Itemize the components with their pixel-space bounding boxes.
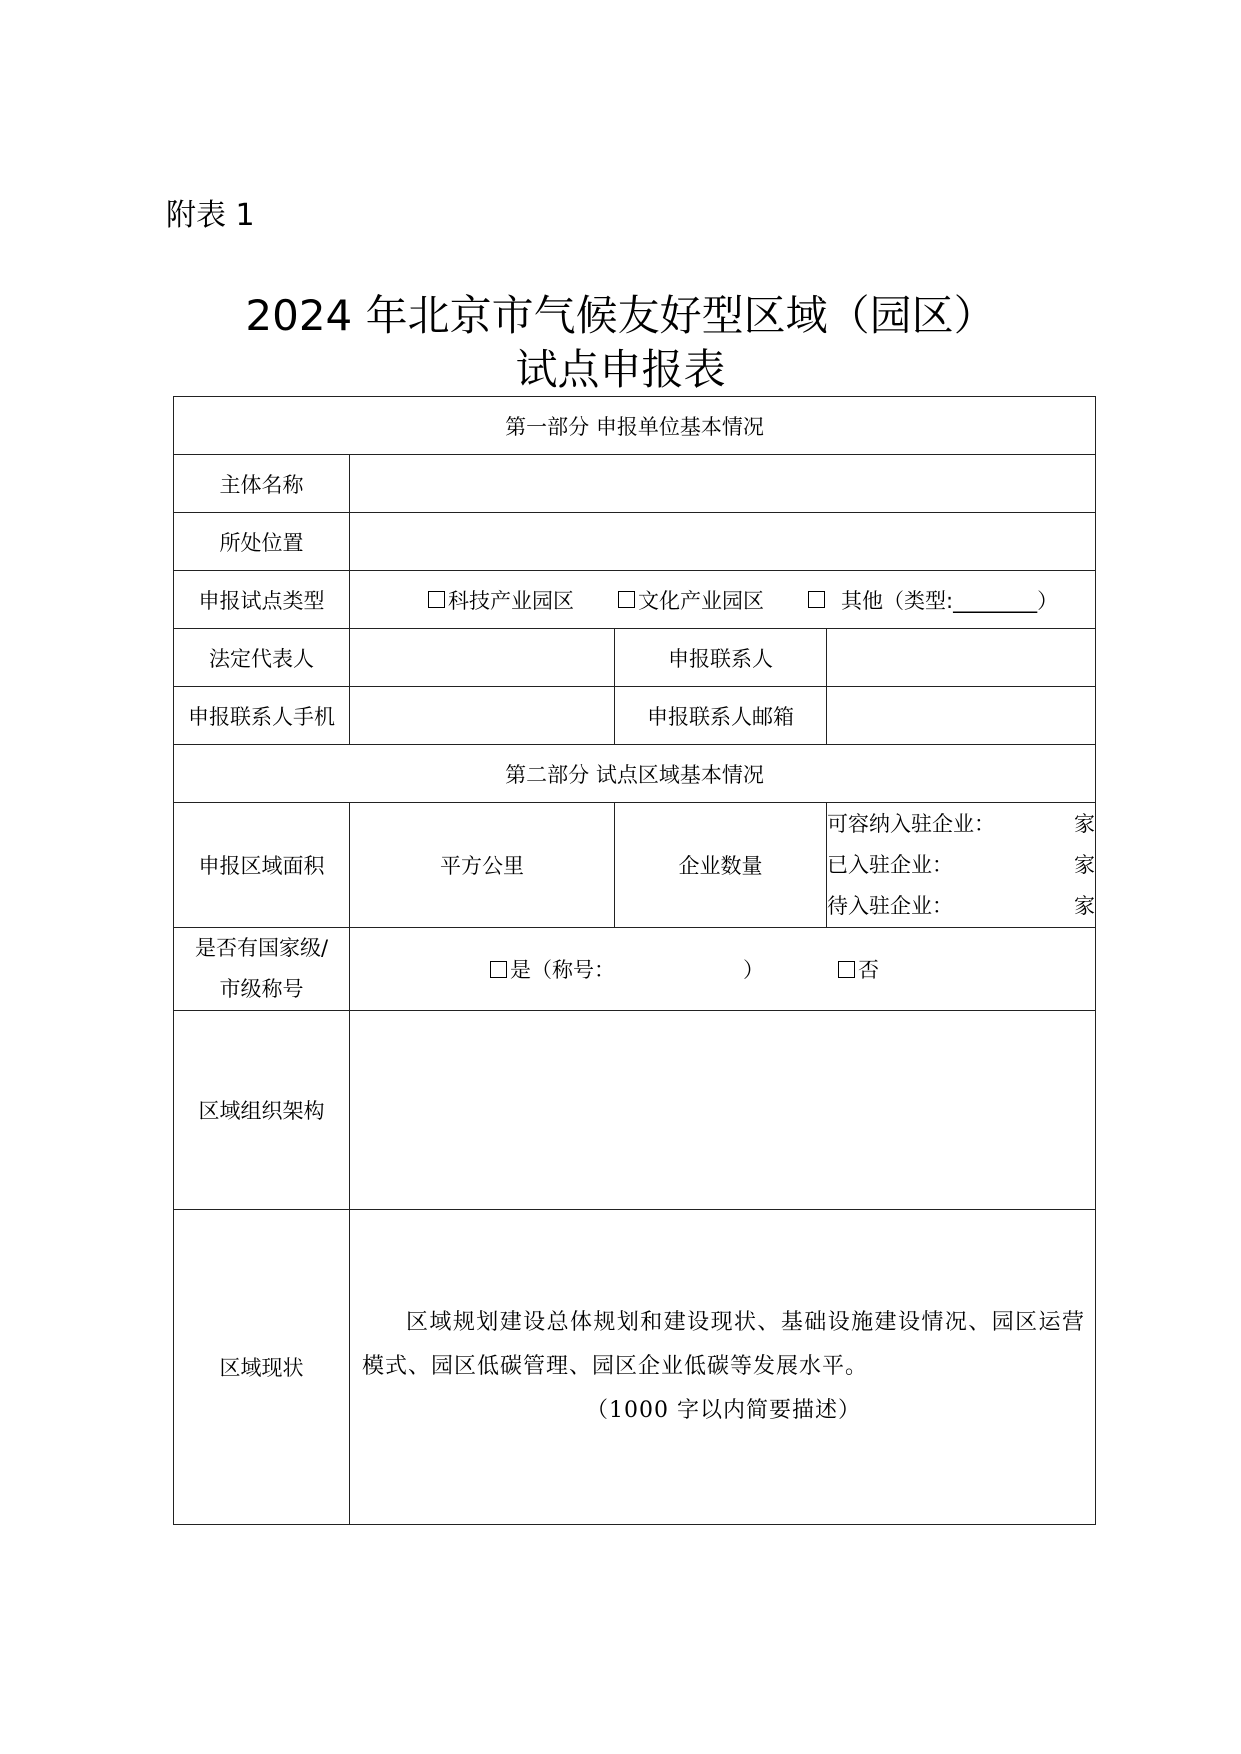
culture-park-checkbox[interactable] [618,591,635,608]
contact-field[interactable] [827,629,1096,687]
culture-park-option-label: 文化产业园区 [638,588,764,613]
national-title-label: 是否有国家级/ 市级称号 [174,928,350,1011]
entity-name-label: 主体名称 [174,455,350,513]
pilot-type-options [350,571,1096,629]
part2-heading: 第二部分 试点区域基本情况 [174,745,1096,803]
yes-checkbox[interactable] [490,961,507,978]
other-type-checkbox[interactable] [808,591,825,608]
status-field[interactable] [350,1210,1096,1525]
application-form-table [173,396,1096,1525]
yes-option-suffix: ） [743,958,764,982]
pilot-type-label: 申报试点类型 [174,571,350,629]
tech-park-option-label: 科技产业园区 [448,588,574,613]
contact-email-field[interactable] [827,687,1096,745]
tech-park-checkbox[interactable] [428,591,445,608]
national-title-options [350,928,1096,1011]
legal-rep-label: 法定代表人 [174,629,350,687]
enterprise-settled-row[interactable]: 已入驻企业： 家 [827,852,1095,877]
part1-heading: 第一部分 申报单位基本情况 [174,397,1096,455]
area-unit[interactable]: 平方公里 [350,803,615,928]
form-subtitle: 试点申报表 [515,345,726,394]
entity-name-field[interactable] [350,455,1096,513]
org-structure-field[interactable] [350,1011,1096,1210]
yes-option-prefix: 是（称号： [510,958,615,982]
location-field[interactable] [350,513,1096,571]
no-checkbox[interactable] [838,961,855,978]
enterprise-count-cell [827,803,1096,928]
legal-rep-field[interactable] [350,629,615,687]
enterprise-pending-row[interactable]: 待入驻企业： 家 [827,893,1095,918]
location-label: 所处位置 [174,513,350,571]
area-label: 申报区域面积 [174,803,350,928]
status-description: 区域规划建设总体规划和建设现状、基础设施建设情况、园区运营模式、园区低碳管理、园区企业低碳等发展水平。 [362,1310,1085,1379]
annex-label: 附表 1 [166,198,255,233]
status-label: 区域现状 [174,1210,350,1525]
contact-label: 申报联系人 [615,629,827,687]
contact-email-label: 申报联系人邮箱 [615,687,827,745]
enterprise-count-label: 企业数量 [615,803,827,928]
status-note: （1000 字以内简要描述） [586,1398,861,1423]
enterprise-capacity-row[interactable]: 可容纳入驻企业： 家 [827,811,1095,836]
org-structure-label: 区域组织架构 [174,1011,350,1210]
no-option-label: 否 [858,958,879,982]
contact-phone-label: 申报联系人手机 [174,687,350,745]
form-title: 2024 年北京市气候友好型区域（园区） [245,291,996,340]
other-type-option-label: 其他（类型:________） [841,588,1059,613]
contact-phone-field[interactable] [350,687,615,745]
